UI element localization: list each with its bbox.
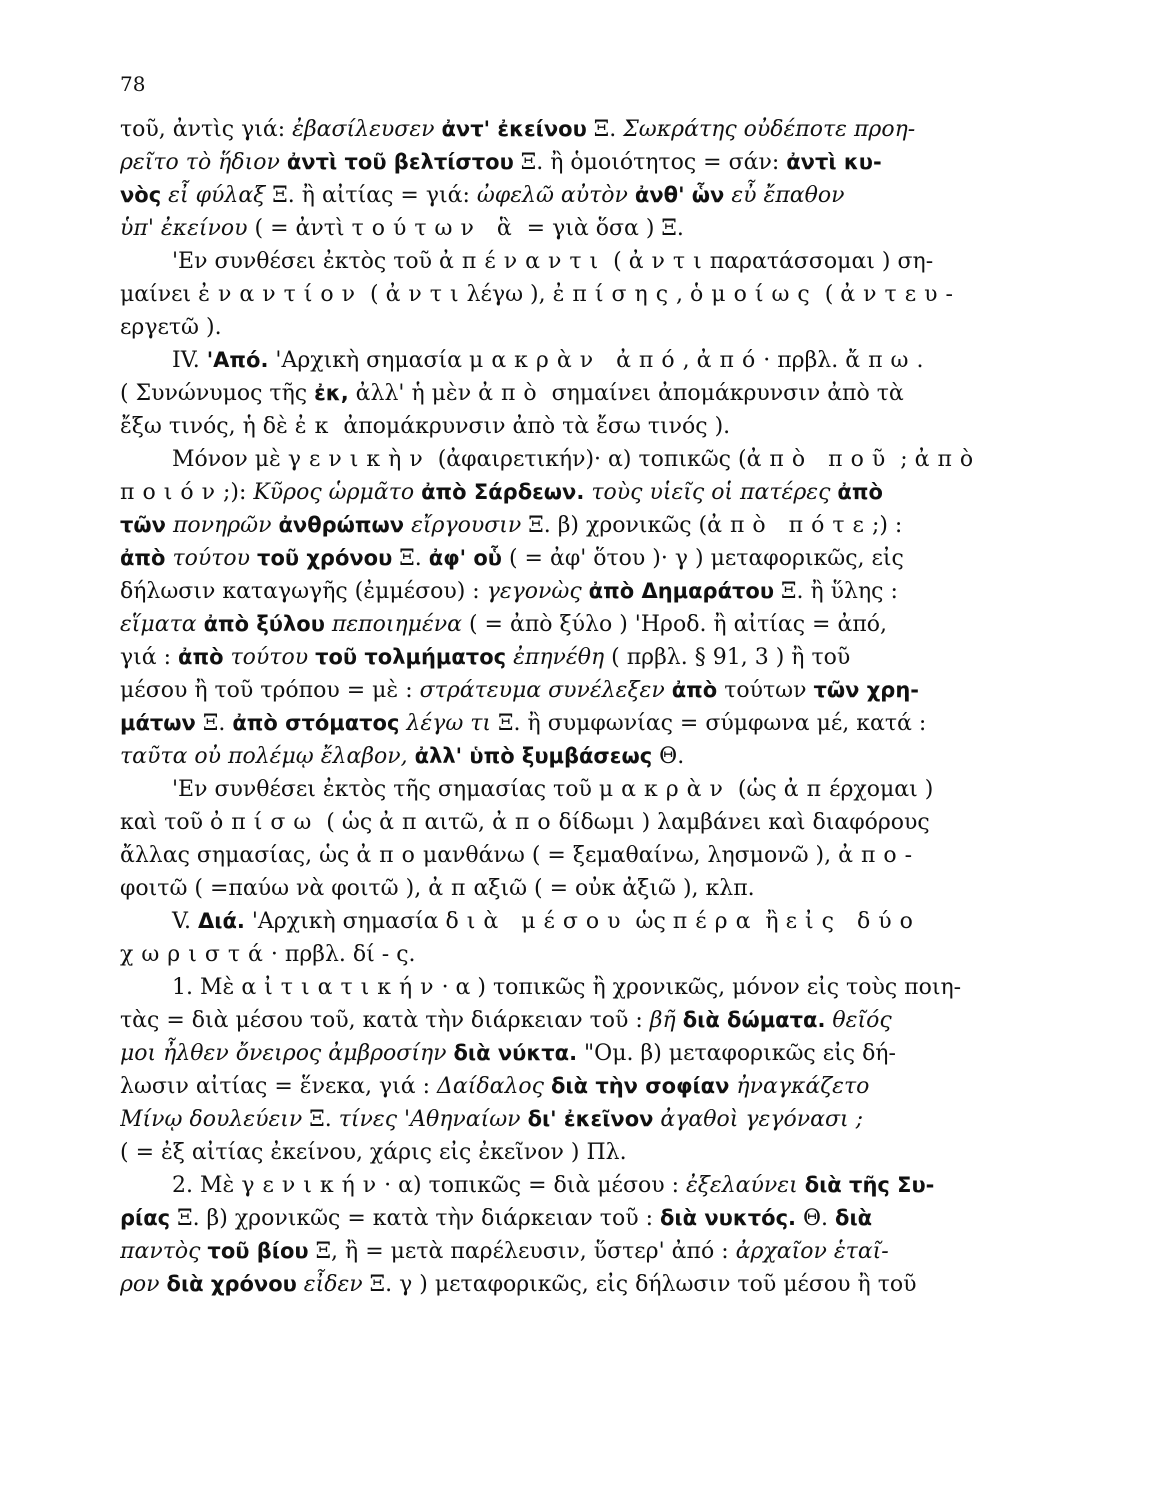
text-segment: ἀπὸ — [837, 480, 883, 504]
text-line — [120, 707, 1085, 740]
text-segment: Μόνον μὲ — [172, 447, 288, 472]
text-segment: γεγονὼς — [486, 579, 589, 604]
text-line — [120, 938, 1085, 971]
text-line — [120, 773, 1085, 806]
text-segment: τοῦ χρόνου — [257, 546, 393, 570]
text-segment: Διά. — [198, 909, 245, 933]
text-segment: ( = ἐξ αἰτίας ἐκείνου, χάρις εἰς ἐκεῖνον ) Πλ. — [120, 1140, 627, 1165]
text-segment: θεῖός — [825, 1008, 892, 1033]
text-segment: γενικὴν — [287, 447, 431, 472]
text-segment: ( = ἀντὶ — [247, 216, 352, 241]
text-segment: ( Συνώνυμος τῆς — [120, 381, 315, 406]
text-segment: Ξ. — [302, 1107, 339, 1132]
text-segment: ρίας — [120, 1206, 171, 1230]
text-line — [120, 1235, 1085, 1268]
text-segment: 'Εν συνθέσει ἐκτὸς τῆς σημασίας τοῦ — [172, 777, 599, 802]
text-segment: ἀλλ' ἡ μὲν — [348, 381, 479, 406]
text-line — [120, 146, 1085, 179]
text-segment: ( ὡς — [319, 810, 380, 835]
text-segment: = γιὰ ὅσα ) Ξ. — [519, 216, 684, 241]
text-line — [120, 872, 1085, 905]
text-segment: νὸς — [120, 183, 162, 207]
text-segment: ἀπὸ πότε — [707, 513, 872, 538]
text-segment: ἀπὸ Σάρδεων. — [421, 480, 585, 504]
text-segment: καὶ τοῦ — [120, 810, 211, 835]
text-segment: ( — [363, 282, 386, 307]
text-line — [120, 1037, 1085, 1070]
text-segment: αξιῶ ( = οὐκ ἀξιῶ ), κλπ. — [473, 876, 755, 901]
text-segment: · α) τοπικῶς = διὰ μέσου : — [384, 1173, 686, 1198]
text-segment: μανθάνω ( = ξεμαθαίνω, λησμονῶ ), — [422, 843, 839, 868]
text-line — [120, 245, 1085, 278]
text-segment: εἶ φύλαξ — [161, 183, 266, 208]
text-segment: ἐπίσης — [552, 282, 677, 307]
text-segment: ἀπὸ — [914, 447, 982, 472]
text-segment: εἰς δύο — [785, 909, 921, 934]
text-segment: διὰ τῆς Συ- — [804, 1173, 935, 1197]
text-segment: · α ) τοπικῶς ἢ χρονικῶς, μόνον εἰς τοὺς ποιη- — [441, 975, 962, 1000]
text-segment: ἀντι — [628, 249, 710, 274]
text-segment: ( = ἀπὸ ξύλο ) 'Ηροδ. ἢ αἰτίας = ἀπό, — [461, 612, 888, 637]
page-number: 78 — [120, 72, 146, 96]
text-segment: ( πρβλ. § 91, 3 ) ἢ τοῦ — [604, 645, 851, 670]
text-segment: διὰ νυκτός. — [659, 1206, 796, 1230]
text-line — [120, 641, 1085, 674]
text-segment: λέγω τι — [399, 711, 492, 736]
text-segment: διὰ νύκτα. — [453, 1041, 578, 1065]
text-segment: ἀπὸ — [178, 645, 224, 669]
text-segment: ἀντ' ἐκείνου — [441, 117, 587, 141]
text-segment: μακρὰν ἀπό — [469, 348, 683, 373]
text-segment: εἵματα — [120, 612, 204, 637]
text-segment: ρον — [120, 1272, 167, 1297]
text-segment: τοῦ, ἀντὶς γιά: — [120, 117, 293, 142]
text-segment: ἀρχαῖον ἑταῖ- — [735, 1239, 889, 1264]
text-segment: ἀπο — [356, 843, 423, 868]
text-segment: Ξ. ἢ ὕλης : — [774, 579, 898, 604]
text-segment: μοι ἦλθεν ὄνειρος ἀμβροσίην — [120, 1041, 454, 1066]
text-segment: διὰ χρόνου — [166, 1272, 297, 1296]
text-segment: 'Εν συνθέσει ἐκτὸς τοῦ — [172, 249, 439, 274]
text-segment: ἀφ' οὗ — [428, 546, 502, 570]
text-segment: ἀπό — [696, 348, 764, 373]
text-segment: μαίνει — [120, 282, 199, 307]
text-segment: 'Από. — [206, 348, 269, 372]
text-segment: έρχομαι ) — [829, 777, 934, 802]
text-line — [120, 575, 1085, 608]
text-segment: Ξ. — [586, 117, 624, 142]
text-segment: Δαίδαλος — [436, 1074, 551, 1099]
text-line — [120, 113, 1085, 146]
text-segment: 1. Μὲ — [172, 975, 242, 1000]
text-segment: πέρα — [672, 909, 759, 934]
text-segment: Ξ. β) χρονικῶς ( — [521, 513, 708, 538]
text-segment: χωριστά — [120, 942, 271, 967]
text-segment: ταῦτα οὐ πολέμῳ ἔλαβον, — [120, 744, 415, 769]
text-segment: ( — [606, 249, 629, 274]
text-segment: V. — [172, 909, 199, 934]
text-line — [120, 443, 1085, 476]
text-line — [120, 278, 1085, 311]
text-line — [120, 905, 1085, 938]
text-segment: Ξ. ἢ συμφωνίας = σύμφωνα μέ, κατά : — [491, 711, 927, 736]
text-segment: ἀνθρώπων — [278, 513, 405, 537]
text-segment: ;): — [222, 480, 254, 505]
text-line — [120, 608, 1085, 641]
text-line — [120, 476, 1085, 509]
text-segment: λέγω ), — [466, 282, 553, 307]
text-line — [120, 1136, 1085, 1169]
text-segment: εἴργουσιν — [404, 513, 522, 538]
text-segment: ὀπίσω — [210, 810, 320, 835]
text-segment: Σωκράτης οὐδέποτε προη- — [623, 117, 916, 142]
text-segment: ἀντι — [385, 282, 467, 307]
text-segment: παντὸς — [120, 1239, 208, 1264]
text-segment: δι' ἐκεῖνον — [527, 1107, 654, 1131]
text-segment: παρατάσσομαι ) ση- — [709, 249, 934, 274]
text-segment: ὡς — [628, 909, 673, 934]
text-line — [120, 971, 1085, 1004]
text-segment: σημαίνει ἀπομάκρυνσιν ἀπὸ τὰ — [544, 381, 904, 406]
text-segment: βῆ — [649, 1008, 683, 1033]
text-segment: ἀλλ' ὑπὸ ξυμβάσεως — [414, 744, 653, 768]
text-line — [120, 1103, 1085, 1136]
text-segment: Θ. — [796, 1206, 836, 1231]
text-segment: , — [676, 282, 691, 307]
text-line — [120, 1202, 1085, 1235]
text-segment: ἀπ — [379, 810, 425, 835]
text-segment: · πρβλ. δί - ς. — [270, 942, 416, 967]
text-segment: 2. Μὲ — [172, 1173, 242, 1198]
text-segment: ἢ — [758, 909, 786, 934]
text-segment: ἠναγκάζετο — [729, 1074, 870, 1099]
text-segment: ἀπὸ στόματος — [232, 711, 400, 735]
text-segment: φοιτῶ ( =παύω νὰ φοιτῶ ), — [120, 876, 429, 901]
text-segment: ἀπ — [428, 876, 474, 901]
text-segment: Ξ, ἢ = μετὰ παρέλευσιν, ὕστερ' ἀπό : — [308, 1239, 736, 1264]
text-segment: 'Αρχικὴ σημασία — [244, 909, 446, 934]
text-line — [120, 1004, 1085, 1037]
text-segment: ἀπο- — [838, 843, 921, 868]
text-segment: ( — [817, 282, 841, 307]
text-segment: τούτου — [165, 546, 258, 571]
text-segment: ἀπὸ ποῦ — [746, 447, 894, 472]
text-segment: ἔξω τινός, ἡ δὲ — [120, 414, 295, 439]
text-segment: τούτων — [717, 678, 814, 703]
text-segment: Ξ. ἢ αἰτίας = γιά: — [265, 183, 477, 208]
text-segment: ἀπο — [492, 810, 559, 835]
text-segment: διὰ μέσου — [445, 909, 629, 934]
text-segment: στράτευμα συνέλεξεν — [419, 678, 672, 703]
text-segment: ἀγαθοὶ γεγόνασι ; — [653, 1107, 864, 1132]
text-line — [120, 509, 1085, 542]
text-segment: ἐναντίον — [198, 282, 363, 307]
text-segment: , — [682, 348, 697, 373]
text-segment: ὠφελῶ αὐτὸν — [476, 183, 635, 208]
text-segment: γιά : — [120, 645, 179, 670]
text-segment: ἀντὶ κυ- — [786, 150, 882, 174]
text-segment: ;) : — [871, 513, 903, 538]
text-line — [120, 740, 1085, 773]
text-segment: 'Αρχικὴ σημασία — [268, 348, 470, 373]
text-line — [120, 542, 1085, 575]
text-segment: γενικήν — [241, 1173, 385, 1198]
text-line — [120, 806, 1085, 839]
text-segment: τοῦ βίου — [207, 1239, 309, 1263]
text-segment: Μίνῳ δουλεύειν — [120, 1107, 303, 1132]
text-segment: πονηρῶν — [165, 513, 279, 538]
text-line — [120, 1070, 1085, 1103]
text-segment: ἀπὸ — [671, 678, 718, 702]
text-segment: διὰ τὴν σοφίαν — [550, 1074, 730, 1098]
text-segment: αἰτιατικήν — [241, 975, 442, 1000]
text-segment: μακρὰν — [598, 777, 731, 802]
text-segment: Ξ. — [392, 546, 429, 571]
text-segment: μέσου ἢ τοῦ τρόπου = μὲ : — [120, 678, 420, 703]
text-segment: ὁμοίως — [690, 282, 818, 307]
text-segment: ἀπὸ ξύλου — [203, 612, 325, 636]
text-segment: Ξ. ἢ ὁμοιότητος = σάν: — [513, 150, 787, 175]
text-segment: αιτῶ, — [424, 810, 493, 835]
text-segment: Ξ. — [195, 711, 233, 736]
text-segment: ἐκ, — [314, 381, 349, 405]
text-line — [120, 377, 1085, 410]
text-line — [120, 179, 1085, 212]
text-segment: (ὡς — [730, 777, 784, 802]
text-segment: . — [916, 348, 924, 373]
text-line — [120, 674, 1085, 707]
text-segment: τίνες 'Αθηναίων — [338, 1107, 528, 1132]
text-segment: δίδωμι ) λαμβάνει καὶ διαφόρους — [558, 810, 930, 835]
text-segment: ἀπὸ — [478, 381, 545, 406]
text-segment: ἐπηνέθη — [506, 645, 605, 670]
text-segment: ἐβασίλευσεν — [292, 117, 442, 142]
text-segment: τῶν χρη- — [813, 678, 919, 702]
text-segment: τοῦ τολμήματος — [315, 645, 507, 669]
text-segment: ποιόν — [120, 480, 223, 505]
text-segment: ρεῖτο τὸ ἥδιον — [120, 150, 287, 175]
text-segment: ἀπομάκρυνσιν ἀπὸ τὰ ἔσω τινός ). — [336, 414, 731, 439]
text-segment: λωσιν αἰτίας = ἕνεκα, γιά : — [120, 1074, 437, 1099]
text-line — [120, 410, 1085, 443]
body-text — [120, 113, 1085, 1301]
text-segment: ( = ἀφ' ὅτου )· γ ) μεταφορικῶς, εἰς — [501, 546, 904, 571]
text-segment: τῶν — [120, 513, 166, 537]
text-line — [120, 344, 1085, 377]
text-segment: · πρβλ. — [763, 348, 846, 373]
text-segment: Θ. — [652, 744, 685, 769]
text-segment: ἀπέναντι — [439, 249, 607, 274]
text-line — [120, 311, 1085, 344]
text-segment: τούτου — [223, 645, 316, 670]
text-segment: διὰ δώματα. — [682, 1008, 826, 1032]
text-segment: πεποιημένα — [324, 612, 462, 637]
text-segment: Ξ. β) χρονικῶς = κατὰ τὴν διάρκειαν τοῦ : — [170, 1206, 660, 1231]
text-segment: ἐκ — [294, 414, 337, 439]
text-segment: διὰ — [835, 1206, 873, 1230]
text-segment: ἐξελαύνει — [685, 1173, 805, 1198]
text-segment: ἀπ — [783, 777, 830, 802]
text-segment: εὖ ἔπαθον — [724, 183, 845, 208]
text-segment: ; — [893, 447, 915, 472]
text-segment: ἀπὸ Δημαράτου — [588, 579, 775, 603]
text-segment: ἀντὶ τοῦ βελτίστου — [286, 150, 514, 174]
text-segment: μάτων — [120, 711, 196, 735]
text-segment: "Ομ. β) μεταφορικῶς εἰς δή- — [577, 1041, 896, 1066]
text-segment: ἄλλας σημασίας, ὡς — [120, 843, 357, 868]
text-segment: τὰς = διὰ μέσου τοῦ, κατὰ τὴν διάρκειαν τοῦ : — [120, 1008, 650, 1033]
text-segment: ἀντευ- — [840, 282, 961, 307]
text-segment: εἶδεν — [296, 1272, 363, 1297]
text-line — [120, 839, 1085, 872]
text-segment: ἀπὸ — [120, 546, 166, 570]
text-line — [120, 1169, 1085, 1202]
text-line — [120, 1268, 1085, 1301]
text-segment: (ἀφαιρετικήν)· α) τοπικῶς ( — [430, 447, 747, 472]
text-segment: Ξ. γ ) μεταφορικῶς, εἰς δήλωσιν τοῦ μέσου ἢ τοῦ — [362, 1272, 917, 1297]
text-segment: ὑπ' ἐκείνου — [120, 216, 248, 241]
text-segment: ἄπω — [845, 348, 917, 373]
text-segment: δήλωσιν καταγωγῆς (ἐμμέσου) : — [120, 579, 487, 604]
text-segment: IV. — [172, 348, 207, 373]
text-segment: τούτων ἃ — [351, 216, 520, 241]
text-segment: ἀνθ' ὧν — [634, 183, 725, 207]
text-segment: τοὺς υἱεῖς οἱ πατέρες — [584, 480, 838, 505]
text-segment: Κῦρος ὡρμᾶτο — [253, 480, 422, 505]
text-line — [120, 212, 1085, 245]
text-segment: εργετῶ ). — [120, 315, 222, 340]
